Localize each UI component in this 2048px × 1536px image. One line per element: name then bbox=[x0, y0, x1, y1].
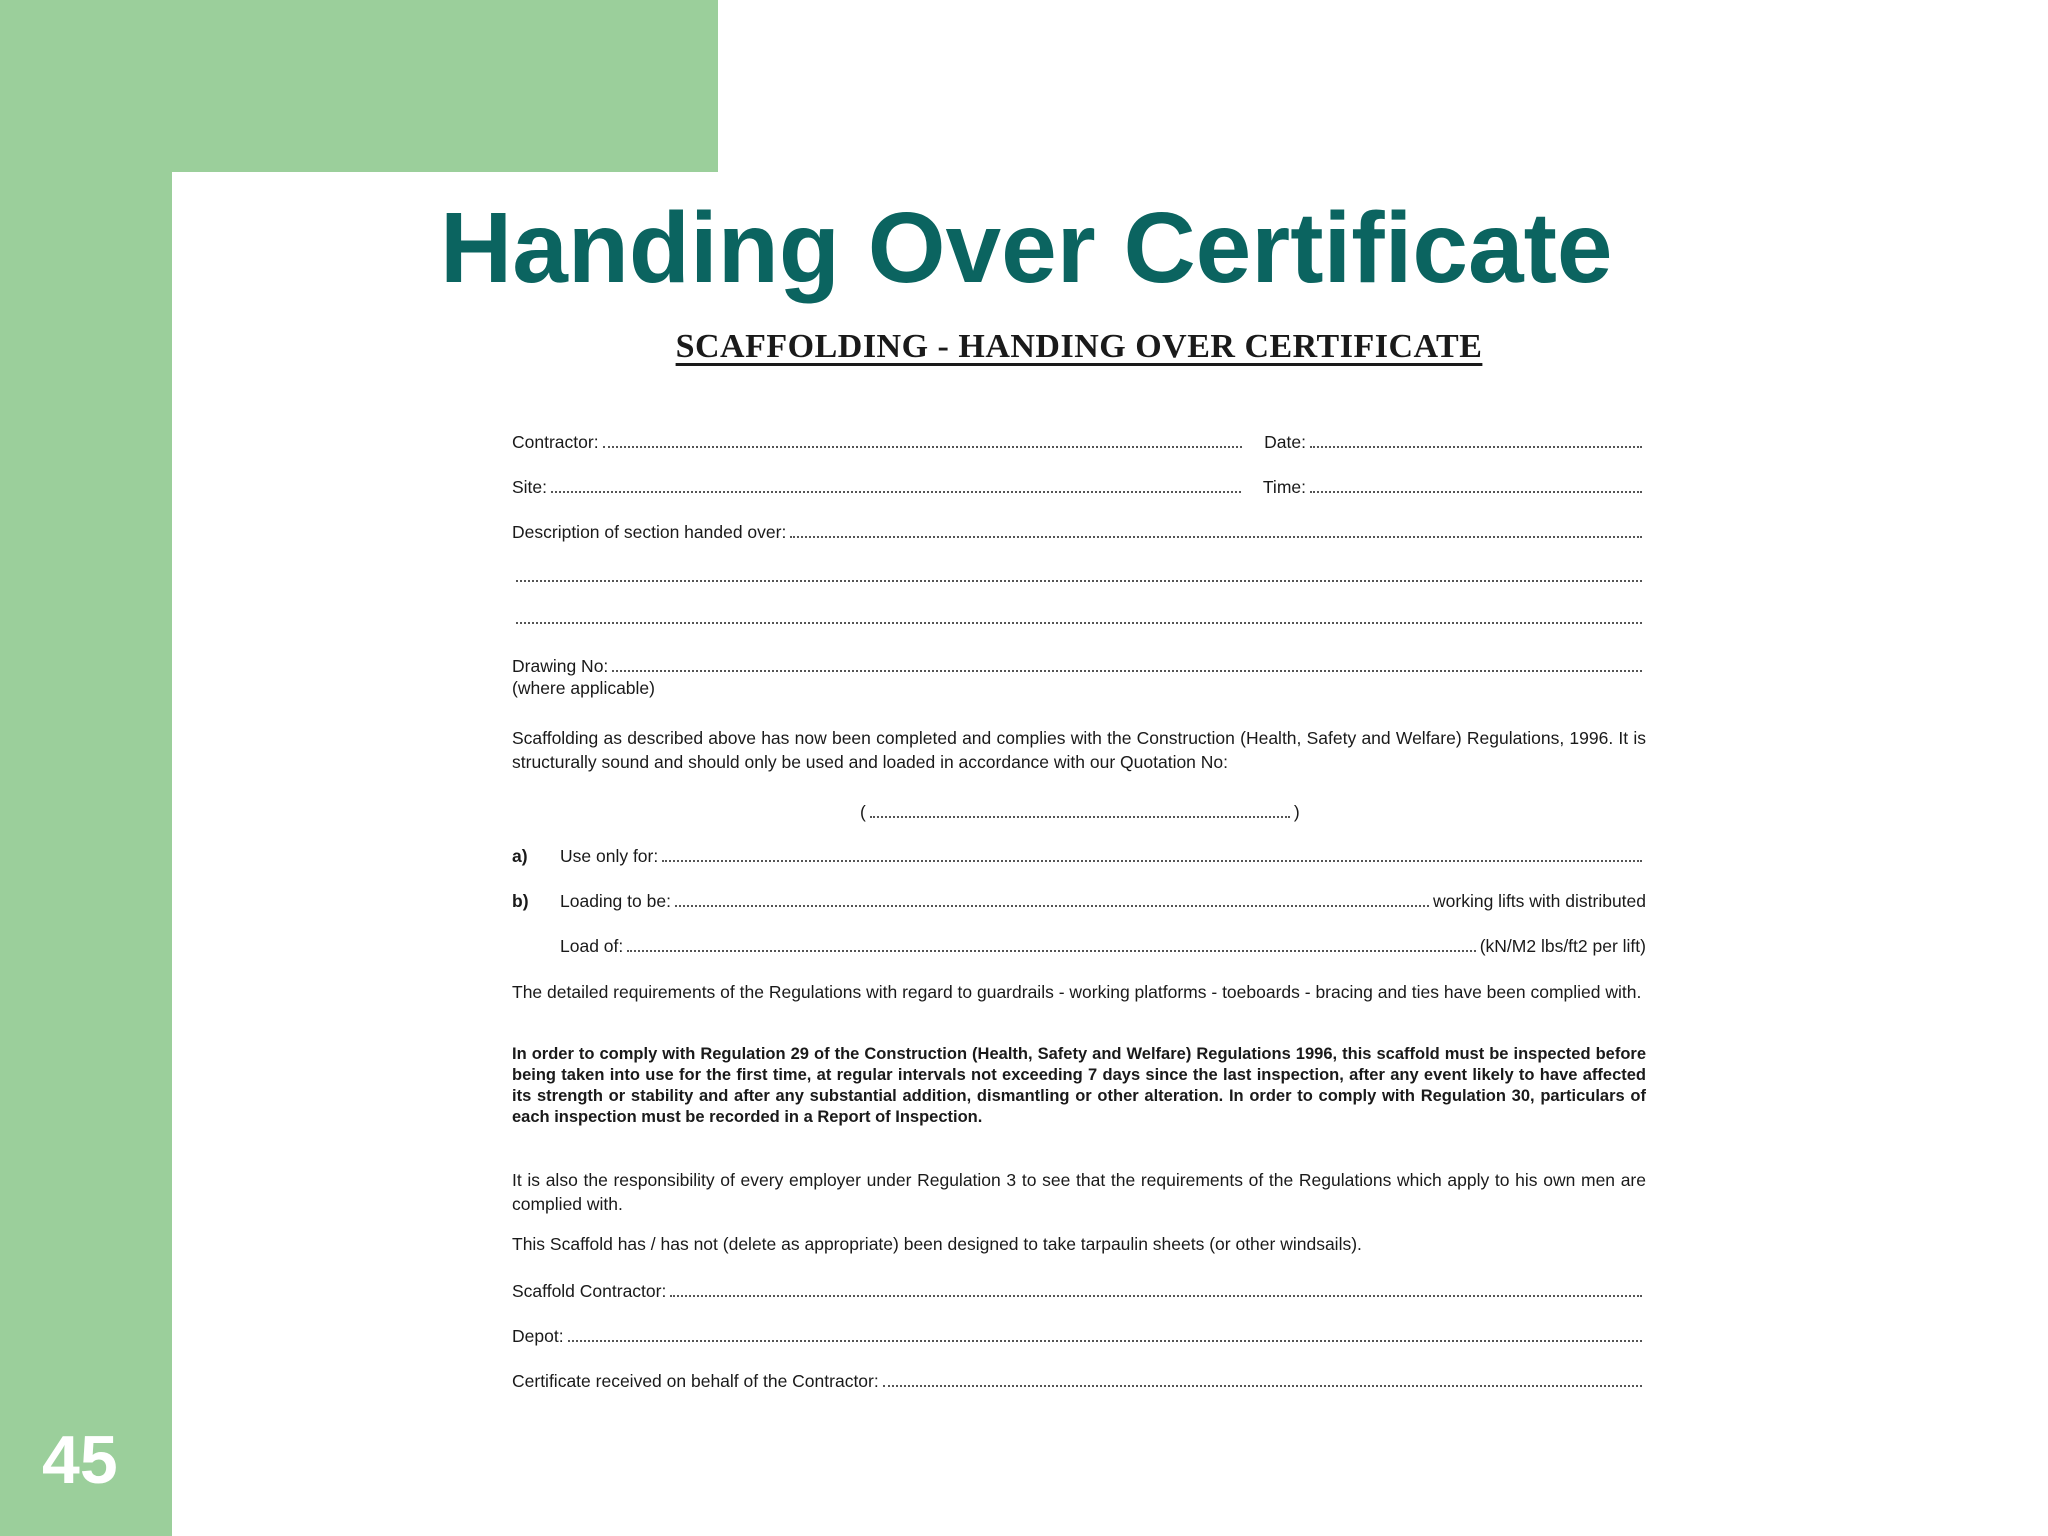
quotation-close: ) bbox=[1293, 802, 1300, 822]
site-label: Site: bbox=[512, 477, 548, 497]
drawing-no-row bbox=[512, 656, 1646, 677]
date-label: Date: bbox=[1264, 432, 1306, 452]
loading-label: Loading to be: bbox=[560, 891, 671, 911]
description-row bbox=[512, 522, 1646, 543]
load-suffix: (kN/M2 lbs/ft2 per lift) bbox=[1479, 936, 1646, 956]
certificate-document bbox=[500, 320, 1658, 1410]
time-label: Time: bbox=[1262, 477, 1306, 497]
marker-b: b) bbox=[512, 891, 529, 911]
scaffold-contractor-row bbox=[512, 1281, 1646, 1302]
contractor-label: Contractor: bbox=[512, 432, 599, 452]
use-only-for-row bbox=[512, 846, 1646, 867]
contractor-field[interactable] bbox=[603, 434, 1243, 448]
loading-suffix: working lifts with distributed bbox=[1433, 891, 1646, 911]
slide-accent-left bbox=[0, 0, 172, 1536]
depot-field[interactable] bbox=[568, 1328, 1642, 1342]
use-only-for-label: Use only for: bbox=[560, 846, 659, 866]
quotation-row bbox=[860, 802, 1300, 823]
depot-label: Depot: bbox=[512, 1326, 564, 1346]
received-row bbox=[512, 1371, 1646, 1392]
site-time-row bbox=[512, 477, 1646, 498]
load-of-row bbox=[512, 936, 1646, 957]
depot-row bbox=[512, 1326, 1646, 1347]
load-of-field[interactable] bbox=[627, 938, 1475, 952]
description-row-2 bbox=[512, 568, 1646, 582]
quotation-open: ( bbox=[860, 802, 866, 822]
site-field[interactable] bbox=[551, 479, 1241, 493]
scaffold-contractor-label: Scaffold Contractor: bbox=[512, 1281, 667, 1301]
slide-number: 45 bbox=[42, 1422, 118, 1498]
quotation-field[interactable] bbox=[870, 804, 1290, 818]
description-field-line-2[interactable] bbox=[516, 568, 1642, 582]
compliance-paragraph: Scaffolding as described above has now been completed and complies with the Construction (Health, Safety and Welfare) Regulations, 1996. It is structurally sound and should only be used and loaded in accordance with our Quotation No: bbox=[512, 728, 1646, 772]
marker-a: a) bbox=[512, 846, 528, 866]
received-label: Certificate received on behalf of the Contractor: bbox=[512, 1371, 879, 1391]
drawing-note: (where applicable) bbox=[512, 678, 655, 698]
description-field[interactable] bbox=[790, 524, 1642, 538]
drawing-no-label: Drawing No: bbox=[512, 656, 609, 676]
loading-field[interactable] bbox=[675, 893, 1429, 907]
description-label: Description of section handed over: bbox=[512, 522, 787, 542]
tarpaulin-paragraph: This Scaffold has / has not (delete as appropriate) been designed to take tarpaulin sheets (or other windsails). bbox=[512, 1234, 1362, 1254]
contractor-date-row bbox=[512, 432, 1646, 453]
received-field[interactable] bbox=[883, 1373, 1642, 1387]
regulation-29-paragraph: In order to comply with Regulation 29 of the Construction (Health, Safety and Welfare) Regulations 1996, this scaffold must be inspected before being taken into use for the first time, at regular intervals not exceeding 7 days since the last inspection, after any event likely to have affected its strength or stability and after any substantial addition, dismantling or other alteration. In order to comply with Regulation 30, particulars of each inspection must be recorded in a Report of Inspection. bbox=[512, 1045, 1646, 1126]
loading-row bbox=[512, 891, 1646, 912]
responsibility-paragraph: It is also the responsibility of every employer under Regulation 3 to see that the requirements of the Regulations which apply to his own men are complied with. bbox=[512, 1170, 1646, 1214]
slide-title: Handing Over Certificate bbox=[440, 192, 1613, 304]
load-of-label: Load of: bbox=[560, 936, 624, 956]
date-field[interactable] bbox=[1310, 434, 1642, 448]
drawing-no-field[interactable] bbox=[612, 658, 1642, 672]
description-field-line-3[interactable] bbox=[516, 610, 1642, 624]
description-row-3 bbox=[512, 610, 1646, 624]
drawing-note-row bbox=[512, 678, 1646, 699]
detailed-requirements-paragraph: The detailed requirements of the Regulations with regard to guardrails - working platforms - toeboards - bracing and ties have been complied with. bbox=[512, 982, 1642, 1002]
scaffold-contractor-field[interactable] bbox=[670, 1283, 1642, 1297]
document-heading: SCAFFOLDING - HANDING OVER CERTIFICATE bbox=[675, 328, 1483, 365]
time-field[interactable] bbox=[1310, 479, 1642, 493]
use-only-for-field[interactable] bbox=[662, 848, 1642, 862]
slide-accent-top bbox=[0, 0, 718, 172]
